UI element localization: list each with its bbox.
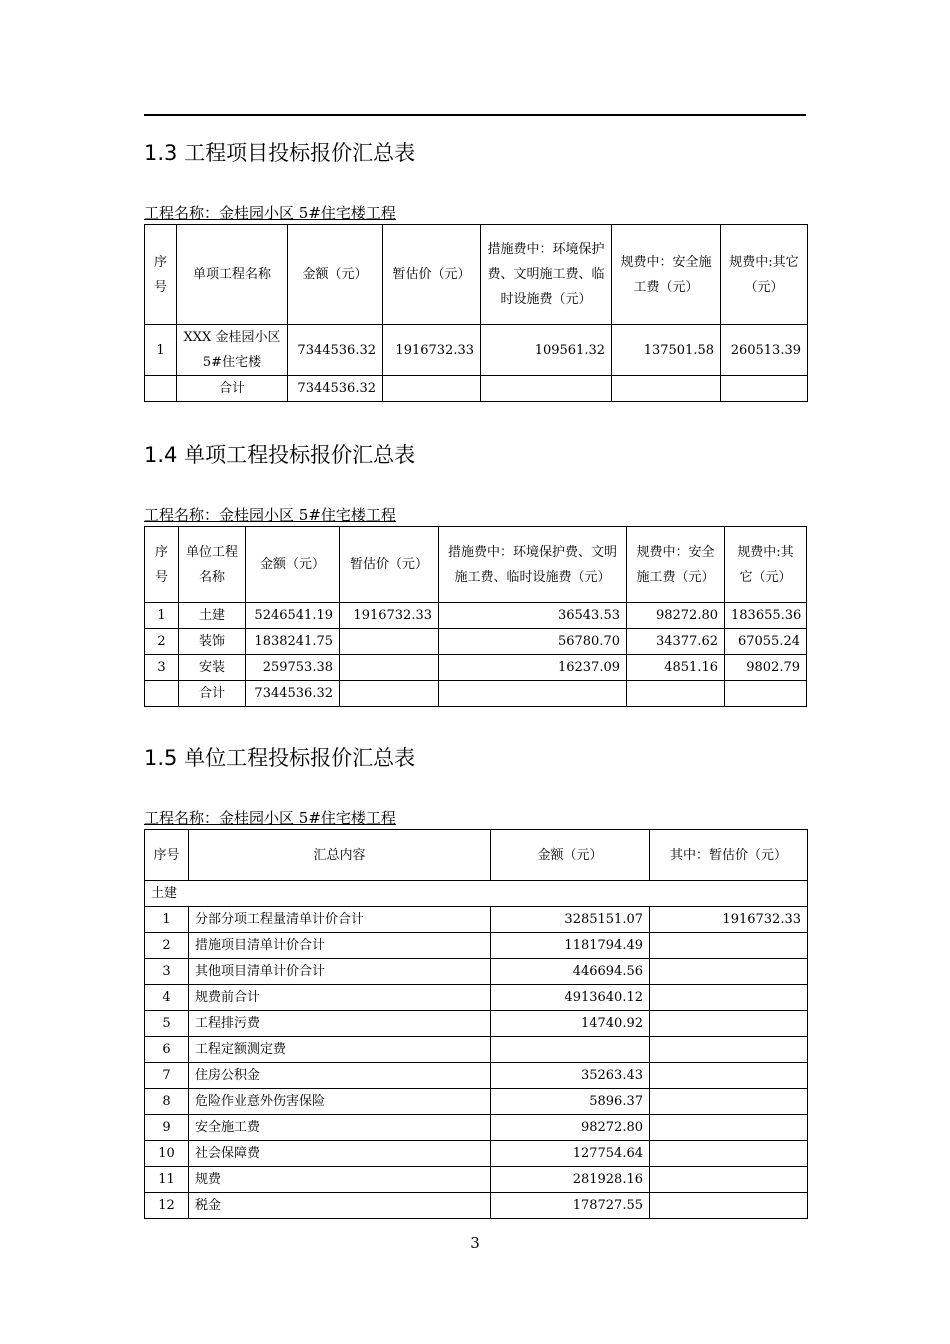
cell: 260513.39 — [721, 325, 808, 376]
cell: 3 — [145, 959, 189, 985]
cell: 5246541.19 — [246, 603, 340, 629]
cell: 4851.16 — [627, 655, 725, 681]
header-cell: 单项工程名称 — [177, 225, 288, 325]
header-cell: 措施费中：环境保护费、文明施工费、临时设施费（元） — [439, 527, 627, 603]
cell — [481, 376, 612, 402]
unit-summary-table — [144, 829, 808, 1219]
cell: 分部分项工程量清单计价合计 — [189, 907, 491, 933]
cell: 36543.53 — [439, 603, 627, 629]
cell: 14740.92 — [491, 1011, 650, 1037]
cell: XXX 金桂园小区 5#住宅楼 — [177, 325, 288, 376]
header-cell: 暂估价（元） — [383, 225, 481, 325]
cell: 1 — [145, 325, 177, 376]
cell — [650, 1193, 808, 1219]
section-1-4-heading: 1.4 单项工程投标报价汇总表 — [144, 443, 416, 467]
cell — [650, 1011, 808, 1037]
table-row — [145, 1063, 808, 1089]
table-total-row — [145, 681, 807, 707]
header-cell: 汇总内容 — [189, 830, 491, 881]
header-cell: 暂估价（元） — [340, 527, 439, 603]
cell — [491, 1037, 650, 1063]
cell: 137501.58 — [612, 325, 721, 376]
cell — [650, 985, 808, 1011]
cell: 5896.37 — [491, 1089, 650, 1115]
header-cell: 金额（元） — [246, 527, 340, 603]
cell: 7344536.32 — [288, 376, 383, 402]
cell: 9 — [145, 1115, 189, 1141]
header-cell: 规费中:其它（元） — [721, 225, 808, 325]
section-1-4-project-name: 工程名称：金桂园小区 5#住宅楼工程 — [144, 506, 396, 524]
table-row — [145, 325, 808, 376]
cell — [439, 681, 627, 707]
header-cell: 规费中：安全施工费（元） — [627, 527, 725, 603]
page-number: 3 — [470, 1234, 480, 1252]
cell: 8 — [145, 1089, 189, 1115]
cell: 税金 — [189, 1193, 491, 1219]
cell: 12 — [145, 1193, 189, 1219]
cell: 3 — [145, 655, 179, 681]
cell: 规费 — [189, 1167, 491, 1193]
cell: 281928.16 — [491, 1167, 650, 1193]
table-header-row — [145, 225, 808, 325]
cell: 装饰 — [179, 629, 246, 655]
header-cell: 规费中:其它（元） — [725, 527, 807, 603]
table-total-row — [145, 376, 808, 402]
header-cell: 金额（元） — [288, 225, 383, 325]
cell — [627, 681, 725, 707]
header-cell: 措施费中：环境保护费、文明施工费、临时设施费（元） — [481, 225, 612, 325]
cell: 98272.80 — [491, 1115, 650, 1141]
cell: 4913640.12 — [491, 985, 650, 1011]
cell: 9802.79 — [725, 655, 807, 681]
header-cell: 序号 — [145, 225, 177, 325]
cell — [650, 959, 808, 985]
cell: 安全施工费 — [189, 1115, 491, 1141]
table-row — [145, 655, 807, 681]
cell: 1838241.75 — [246, 629, 340, 655]
header-cell: 规费中：安全施工费（元） — [612, 225, 721, 325]
table-row — [145, 1141, 808, 1167]
cell: 工程定额测定费 — [189, 1037, 491, 1063]
cell: 4 — [145, 985, 189, 1011]
header-cell: 金额（元） — [491, 830, 650, 881]
cell — [650, 1063, 808, 1089]
cell — [340, 629, 439, 655]
group-label: 土建 — [145, 881, 808, 907]
cell — [650, 1115, 808, 1141]
cell: 56780.70 — [439, 629, 627, 655]
cell — [340, 681, 439, 707]
single-item-summary-table — [144, 526, 807, 707]
header-cell: 序号 — [145, 830, 189, 881]
cell: 社会保障费 — [189, 1141, 491, 1167]
cell: 5 — [145, 1011, 189, 1037]
cell: 安装 — [179, 655, 246, 681]
cell: 98272.80 — [627, 603, 725, 629]
table-header-row — [145, 527, 807, 603]
project-summary-table — [144, 224, 808, 402]
cell: 7 — [145, 1063, 189, 1089]
cell — [725, 681, 807, 707]
table-group-row — [145, 881, 808, 907]
table-row — [145, 907, 808, 933]
cell: 1181794.49 — [491, 933, 650, 959]
cell: 446694.56 — [491, 959, 650, 985]
cell — [340, 655, 439, 681]
cell: 67055.24 — [725, 629, 807, 655]
cell: 1 — [145, 603, 179, 629]
cell — [650, 1167, 808, 1193]
cell: 35263.43 — [491, 1063, 650, 1089]
cell — [650, 1089, 808, 1115]
section-1-3-heading: 1.3 工程项目投标报价汇总表 — [144, 141, 416, 165]
cell: 合计 — [177, 376, 288, 402]
cell: 3285151.07 — [491, 907, 650, 933]
cell: 其他项目清单计价合计 — [189, 959, 491, 985]
cell: 2 — [145, 629, 179, 655]
cell: 危险作业意外伤害保险 — [189, 1089, 491, 1115]
cell: 34377.62 — [627, 629, 725, 655]
cell: 127754.64 — [491, 1141, 650, 1167]
cell: 7344536.32 — [246, 681, 340, 707]
table-header-row — [145, 830, 808, 881]
table-row — [145, 1011, 808, 1037]
top-rule — [144, 114, 806, 116]
header-cell: 序号 — [145, 527, 179, 603]
cell — [650, 1037, 808, 1063]
cell: 1916732.33 — [650, 907, 808, 933]
table-row — [145, 1089, 808, 1115]
cell: 1 — [145, 907, 189, 933]
table-row — [145, 1037, 808, 1063]
cell: 11 — [145, 1167, 189, 1193]
cell: 7344536.32 — [288, 325, 383, 376]
cell: 16237.09 — [439, 655, 627, 681]
table-row — [145, 1193, 808, 1219]
cell: 178727.55 — [491, 1193, 650, 1219]
cell: 259753.38 — [246, 655, 340, 681]
cell — [145, 681, 179, 707]
cell: 6 — [145, 1037, 189, 1063]
cell: 1916732.33 — [340, 603, 439, 629]
cell: 措施项目清单计价合计 — [189, 933, 491, 959]
cell: 2 — [145, 933, 189, 959]
section-1-5-heading: 1.5 单位工程投标报价汇总表 — [144, 746, 416, 770]
cell: 109561.32 — [481, 325, 612, 376]
cell — [383, 376, 481, 402]
table-row — [145, 985, 808, 1011]
header-cell: 单位工程名称 — [179, 527, 246, 603]
header-cell: 其中：暂估价（元） — [650, 830, 808, 881]
cell: 183655.36 — [725, 603, 807, 629]
cell: 土建 — [179, 603, 246, 629]
table-row — [145, 933, 808, 959]
cell — [721, 376, 808, 402]
table-row — [145, 603, 807, 629]
table-row — [145, 629, 807, 655]
table-row — [145, 1167, 808, 1193]
cell — [650, 1141, 808, 1167]
section-1-3-project-name: 工程名称：金桂园小区 5#住宅楼工程 — [144, 204, 396, 222]
cell: 住房公积金 — [189, 1063, 491, 1089]
section-1-5-project-name: 工程名称：金桂园小区 5#住宅楼工程 — [144, 809, 396, 827]
cell: 工程排污费 — [189, 1011, 491, 1037]
cell — [650, 933, 808, 959]
table-row — [145, 959, 808, 985]
cell — [612, 376, 721, 402]
cell — [145, 376, 177, 402]
cell: 合计 — [179, 681, 246, 707]
cell: 1916732.33 — [383, 325, 481, 376]
cell: 10 — [145, 1141, 189, 1167]
cell: 规费前合计 — [189, 985, 491, 1011]
table-row — [145, 1115, 808, 1141]
